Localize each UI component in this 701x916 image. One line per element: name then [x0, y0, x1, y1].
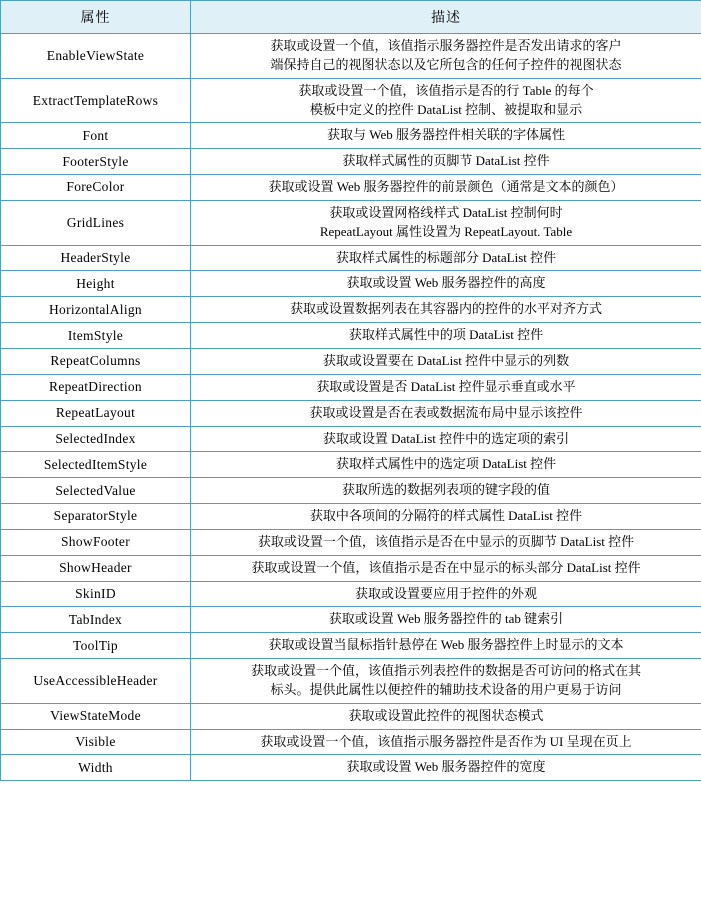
table-row [1, 729, 701, 755]
property-name-cell: GridLines [1, 200, 191, 245]
table-row [1, 200, 701, 245]
table-row [1, 703, 701, 729]
property-name-cell: RepeatDirection [1, 374, 191, 400]
description-line: 获取或设置一个值，该值指示服务器控件是否发出请求的客户 [270, 38, 622, 53]
description-line: 标头。提供此属性以便控件的辅助技术设备的用户更易于访问 [270, 681, 622, 697]
property-name-cell: ShowHeader [1, 555, 191, 581]
table-row [1, 659, 701, 704]
table-row [1, 452, 701, 478]
description-line: 获取或设置 DataList 控件中的选定项的索引 [322, 430, 570, 446]
description-line: 获取或设置 Web 服务器控件的前景颜色（通常是文本的颜色） [268, 179, 624, 195]
description-line: 获取或设置要在 DataList 控件中显示的列数 [322, 352, 570, 368]
table-row [1, 348, 701, 374]
property-description-cell [191, 581, 701, 607]
table-row [1, 607, 701, 633]
table-header-row [1, 1, 701, 34]
description-line: 获取或设置一个值，该值指示是否在中显示的页脚节 DataList 控件 [257, 533, 635, 549]
property-description-cell [191, 297, 701, 323]
table-row [1, 297, 701, 323]
property-name-cell: ExtractTemplateRows [1, 78, 191, 123]
property-description-cell [191, 452, 701, 478]
property-name-cell: HeaderStyle [1, 245, 191, 271]
property-name-cell: ItemStyle [1, 323, 191, 349]
table-row [1, 400, 701, 426]
property-name-cell: SeparatorStyle [1, 504, 191, 530]
description-line: 获取或设置此控件的视图状态模式 [348, 707, 544, 723]
description-line: 端保持自己的视图状态以及它所包含的任何子控件的视图状态 [270, 56, 622, 72]
property-name-cell: TabIndex [1, 607, 191, 633]
property-description-cell [191, 123, 701, 149]
property-description-cell [191, 245, 701, 271]
table-row [1, 123, 701, 149]
property-name-cell: Height [1, 271, 191, 297]
column-header-property: 属性 [1, 1, 191, 34]
table-row [1, 149, 701, 175]
property-name-cell: Font [1, 123, 191, 149]
description-line: 获取样式属性中的选定项 DataList 控件 [335, 456, 557, 472]
property-name-cell: ForeColor [1, 175, 191, 201]
property-name-cell: ViewStateMode [1, 703, 191, 729]
property-name-cell: RepeatColumns [1, 348, 191, 374]
description-line: 获取样式属性的标题部分 DataList 控件 [335, 249, 557, 265]
description-line: 获取或设置是否 DataList 控件显示垂直或水平 [316, 378, 576, 394]
property-description-cell [191, 400, 701, 426]
property-description-cell [191, 78, 701, 123]
description-line: 获取或设置一个值，该值指示是否在中显示的标头部分 DataList 控件 [251, 559, 641, 575]
description-line: 获取或设置要应用于控件的外观 [354, 585, 537, 601]
property-name-cell: ToolTip [1, 633, 191, 659]
property-name-cell: UseAccessibleHeader [1, 659, 191, 704]
description-line: 获取或设置网格线样式 DataList 控制何时 [329, 204, 563, 220]
description-line: 获取或设置 Web 服务器控件的高度 [346, 275, 546, 291]
description-line: 获取或设置一个值，该值指示服务器控件是否作为 UI 呈现在页上 [260, 733, 632, 749]
property-description-cell [191, 34, 701, 79]
table-row [1, 581, 701, 607]
property-name-cell: SkinID [1, 581, 191, 607]
property-description-cell [191, 659, 701, 704]
property-name-cell: SelectedValue [1, 478, 191, 504]
property-description-cell [191, 426, 701, 452]
property-description-cell [191, 348, 701, 374]
table-row [1, 426, 701, 452]
description-line: 获取或设置是否在表或数据流布局中显示该控件 [309, 404, 583, 420]
property-name-cell: Width [1, 755, 191, 781]
property-description-cell [191, 729, 701, 755]
property-name-cell: RepeatLayout [1, 400, 191, 426]
description-line: 获取样式属性中的项 DataList 控件 [348, 327, 544, 343]
property-description-cell [191, 633, 701, 659]
description-line: 获取中各项间的分隔符的样式属性 DataList 控件 [309, 508, 583, 524]
table-row [1, 755, 701, 781]
property-description-cell [191, 555, 701, 581]
property-name-cell: FooterStyle [1, 149, 191, 175]
description-line: 获取或设置当鼠标指针悬停在 Web 服务器控件上时显示的文本 [268, 637, 624, 653]
property-description-cell [191, 200, 701, 245]
description-line: 获取或设置 Web 服务器控件的 tab 键索引 [328, 611, 564, 627]
table-row [1, 555, 701, 581]
property-description-cell [191, 271, 701, 297]
property-description-cell [191, 755, 701, 781]
description-line: 获取或设置数据列表在其容器内的控件的水平对齐方式 [289, 301, 602, 317]
table-row [1, 374, 701, 400]
property-name-cell: ShowFooter [1, 529, 191, 555]
table-row [1, 504, 701, 530]
property-description-cell [191, 175, 701, 201]
description-line: 获取所选的数据列表项的键字段的值 [341, 482, 550, 498]
property-description-cell [191, 529, 701, 555]
table-row [1, 323, 701, 349]
property-name-cell: SelectedIndex [1, 426, 191, 452]
description-line: 获取与 Web 服务器控件相关联的字体属性 [327, 127, 565, 143]
table-row [1, 478, 701, 504]
property-name-cell: EnableViewState [1, 34, 191, 79]
table-row [1, 34, 701, 79]
table-row [1, 529, 701, 555]
property-name-cell: Visible [1, 729, 191, 755]
property-description-cell [191, 607, 701, 633]
property-description-cell [191, 149, 701, 175]
property-description-cell [191, 703, 701, 729]
table-row [1, 271, 701, 297]
table-row [1, 175, 701, 201]
description-line: 模板中定义的控件 DataList 控制、被提取和显示 [309, 101, 583, 117]
table-row [1, 633, 701, 659]
description-line: 获取或设置 Web 服务器控件的宽度 [346, 759, 546, 775]
property-name-cell: SelectedItemStyle [1, 452, 191, 478]
column-header-description: 描述 [191, 1, 701, 34]
description-line: 获取或设置一个值，该值指示是否的行 Table 的每个 [298, 82, 594, 98]
property-description-cell [191, 504, 701, 530]
property-description-cell [191, 478, 701, 504]
description-line: RepeatLayout 属性设置为 RepeatLayout. Table [319, 223, 573, 239]
table-body [1, 34, 701, 781]
property-description-cell [191, 323, 701, 349]
property-description-cell [191, 374, 701, 400]
description-line: 获取样式属性的页脚节 DataList 控件 [342, 153, 550, 169]
description-line: 获取或设置一个值，该值指示列表控件的数据是否可访问的格式在其 [250, 663, 641, 679]
table-row [1, 78, 701, 123]
table-header [1, 1, 701, 34]
table-row [1, 245, 701, 271]
property-name-cell: HorizontalAlign [1, 297, 191, 323]
